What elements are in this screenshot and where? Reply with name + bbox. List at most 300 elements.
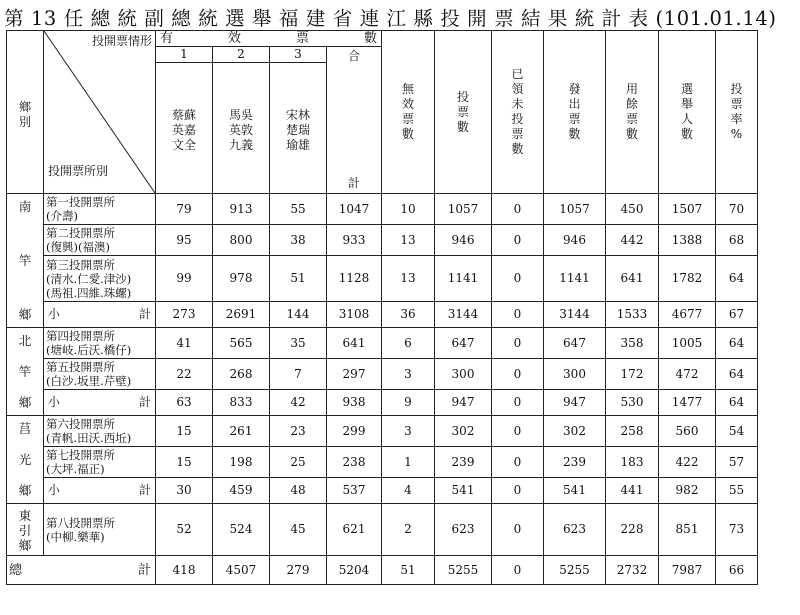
cell-value: 982 bbox=[675, 483, 699, 497]
cell-value: 565 bbox=[229, 335, 253, 350]
station-label bbox=[44, 256, 156, 302]
subtotal-value bbox=[544, 302, 606, 328]
grand-total-value bbox=[270, 556, 327, 585]
township-header bbox=[7, 31, 44, 194]
cell-value: 1507 bbox=[671, 201, 703, 216]
station-value bbox=[327, 194, 382, 225]
subtotal-value bbox=[213, 302, 270, 328]
station-label-line: 第六投開票所 bbox=[46, 417, 115, 431]
valid-votes-header bbox=[156, 31, 382, 47]
cell-value: 0 bbox=[513, 201, 522, 216]
station-value bbox=[435, 194, 492, 225]
cell-value: 45 bbox=[290, 522, 306, 536]
station-value bbox=[382, 447, 435, 478]
station-value bbox=[492, 225, 544, 256]
station-value bbox=[492, 504, 544, 556]
station-label-line: (青帆.田沃.西坵) bbox=[46, 431, 132, 445]
cell-value: 273 bbox=[172, 307, 196, 321]
cell-value: 68 bbox=[728, 232, 745, 247]
station-value bbox=[435, 359, 492, 390]
unreceived-header-text bbox=[492, 61, 543, 163]
subtotal-value bbox=[659, 478, 716, 504]
station-value bbox=[544, 447, 606, 478]
station-value bbox=[716, 504, 758, 556]
grand-total-value bbox=[659, 556, 716, 585]
electorate-header-text-char: 選 bbox=[680, 82, 693, 96]
issued-header-text-char: 票 bbox=[568, 112, 581, 126]
township-header-text-char: 別 bbox=[18, 115, 31, 129]
subtotal-char: 計 bbox=[138, 307, 151, 321]
station-label-line: 第一投開票所 bbox=[46, 195, 115, 209]
township-char: 北 bbox=[18, 333, 32, 348]
cell-value: 183 bbox=[620, 454, 644, 469]
station-value bbox=[435, 504, 492, 556]
invalid-votes-header-text-char: 效 bbox=[401, 97, 414, 111]
votes-cast-header-text bbox=[435, 84, 491, 141]
station-value bbox=[382, 225, 435, 256]
subtotal-row bbox=[7, 302, 758, 328]
cell-value: 35 bbox=[290, 335, 306, 350]
station-label-line: (復興)(福澳) bbox=[46, 240, 110, 254]
station-value bbox=[382, 328, 435, 359]
station-value bbox=[327, 447, 382, 478]
station-value bbox=[544, 194, 606, 225]
grand-total-char: 總 bbox=[9, 562, 23, 578]
cell-value: 1057 bbox=[559, 201, 590, 216]
cell-value: 198 bbox=[229, 454, 253, 469]
station-value bbox=[213, 416, 270, 447]
cell-value: 647 bbox=[563, 335, 586, 350]
total-header-char: 合 bbox=[347, 49, 360, 63]
cell-value: 261 bbox=[229, 423, 253, 438]
cell-value: 52 bbox=[176, 522, 192, 536]
valid-votes-char: 票 bbox=[295, 31, 309, 46]
subtotal-value bbox=[327, 302, 382, 328]
subtotal-char: 計 bbox=[138, 483, 151, 497]
cell-value: 0 bbox=[513, 454, 522, 469]
subtotal-value bbox=[544, 478, 606, 504]
station-label-line: (清水.仁愛.津沙) bbox=[46, 271, 132, 286]
turnout-header-text-char: 投 bbox=[730, 82, 743, 96]
cell-value: 22 bbox=[176, 366, 192, 381]
turnout-header-text-char: % bbox=[730, 127, 743, 141]
candidate-name-line: 楚瑞 bbox=[285, 122, 310, 137]
station-value bbox=[492, 447, 544, 478]
issued-header-text-char: 出 bbox=[568, 97, 581, 111]
township-header-text bbox=[7, 92, 43, 132]
station-value bbox=[382, 194, 435, 225]
cell-value: 239 bbox=[451, 454, 475, 469]
station-value bbox=[156, 328, 213, 359]
grand-total-row bbox=[7, 556, 758, 585]
candidate-name-line: 九義 bbox=[228, 137, 253, 152]
station-label-line: (白沙.坂里.芹壁) bbox=[46, 374, 132, 388]
candidate-name-line: 宋林 bbox=[285, 107, 310, 122]
station-value bbox=[659, 416, 716, 447]
cell-value: 79 bbox=[176, 201, 192, 216]
station-value bbox=[213, 225, 270, 256]
subtotal-value bbox=[435, 478, 492, 504]
unreceived-header bbox=[492, 31, 544, 194]
cell-value: 2732 bbox=[616, 562, 648, 577]
grand-total-value bbox=[156, 556, 213, 585]
station-value bbox=[327, 225, 382, 256]
cell-value: 36 bbox=[400, 307, 416, 321]
cell-value: 0 bbox=[513, 271, 522, 285]
station-value bbox=[382, 359, 435, 390]
subtotal-value bbox=[606, 302, 659, 328]
station-row bbox=[7, 225, 758, 256]
cell-value: 7987 bbox=[671, 562, 703, 577]
cell-value: 524 bbox=[229, 522, 253, 536]
station-label bbox=[44, 504, 156, 556]
station-value bbox=[270, 416, 327, 447]
electorate-header bbox=[659, 31, 716, 194]
station-label-line: 第二投開票所 bbox=[46, 226, 115, 240]
remaining-header-text bbox=[606, 76, 658, 148]
cell-value: 30 bbox=[176, 483, 192, 497]
station-value bbox=[659, 225, 716, 256]
cell-value: 38 bbox=[290, 232, 306, 247]
station-value bbox=[382, 416, 435, 447]
cell-value: 0 bbox=[513, 483, 522, 497]
cell-value: 302 bbox=[563, 423, 586, 438]
station-value bbox=[213, 504, 270, 556]
township-name bbox=[7, 416, 44, 504]
invalid-votes-header-text-char: 無 bbox=[401, 82, 414, 96]
cell-value: 64 bbox=[728, 366, 745, 381]
station-value bbox=[327, 416, 382, 447]
cell-value: 1047 bbox=[338, 201, 370, 216]
subtotal-value bbox=[156, 478, 213, 504]
station-value bbox=[213, 194, 270, 225]
cell-value: 4507 bbox=[225, 562, 257, 577]
subtotal-label bbox=[44, 478, 156, 504]
station-value bbox=[270, 447, 327, 478]
subtotal-value bbox=[382, 390, 435, 416]
cell-value: 6 bbox=[404, 335, 412, 350]
subtotal-value bbox=[659, 302, 716, 328]
township-header-text-char: 鄉 bbox=[18, 100, 31, 114]
remaining-header bbox=[606, 31, 659, 194]
township-char: 引 bbox=[18, 523, 32, 538]
cell-value: 51 bbox=[400, 562, 416, 577]
cell-value: 541 bbox=[451, 483, 475, 497]
subtotal-value bbox=[270, 302, 327, 328]
votes-cast-header-text-char: 票 bbox=[456, 104, 469, 119]
grand-total-value bbox=[492, 556, 544, 585]
candidate-name-line: 馬吳 bbox=[228, 107, 253, 122]
cell-value: 1141 bbox=[447, 271, 479, 285]
cell-value: 5255 bbox=[447, 562, 479, 577]
cell-value: 57 bbox=[728, 454, 745, 469]
subtotal-value bbox=[213, 478, 270, 504]
cell-value: 239 bbox=[563, 454, 586, 469]
cell-value: 4 bbox=[404, 483, 412, 497]
cell-value: 933 bbox=[342, 232, 366, 247]
station-value bbox=[492, 194, 544, 225]
station-value bbox=[270, 225, 327, 256]
station-value bbox=[213, 328, 270, 359]
candidate-name bbox=[213, 63, 270, 194]
cell-value: 442 bbox=[620, 232, 644, 247]
votes-cast-header-text-char: 投 bbox=[456, 89, 469, 104]
cell-value: 647 bbox=[451, 335, 475, 350]
cell-value: 0 bbox=[513, 366, 522, 381]
station-row bbox=[7, 256, 758, 302]
subtotal-value bbox=[606, 478, 659, 504]
station-value bbox=[327, 504, 382, 556]
cell-value: 279 bbox=[286, 562, 310, 577]
turnout-header bbox=[716, 31, 758, 194]
candidate-name-line: 瑜雄 bbox=[285, 137, 310, 152]
station-value bbox=[544, 359, 606, 390]
invalid-votes-header-text-char: 數 bbox=[401, 127, 414, 141]
cell-value: 472 bbox=[675, 366, 699, 381]
page-title: 第 13 任 總 統 副 總 統 選 舉 福 建 省 連 江 縣 投 開 票 結 果 統 計 表 (101.01.14) bbox=[4, 7, 777, 29]
cell-value: 1477 bbox=[671, 395, 703, 409]
station-value bbox=[716, 225, 758, 256]
electorate-header-text-char: 舉 bbox=[680, 97, 693, 111]
total-header-char: 計 bbox=[347, 176, 360, 190]
station-value bbox=[606, 256, 659, 302]
subtotal-value bbox=[544, 390, 606, 416]
station-value bbox=[659, 447, 716, 478]
station-value bbox=[382, 256, 435, 302]
cell-value: 0 bbox=[513, 307, 522, 321]
station-value bbox=[606, 328, 659, 359]
candidate-number bbox=[156, 47, 213, 63]
station-value bbox=[435, 416, 492, 447]
township-char: 莒 bbox=[18, 421, 32, 436]
station-value bbox=[716, 416, 758, 447]
cell-value: 1388 bbox=[671, 232, 703, 247]
township-char: 鄉 bbox=[18, 307, 32, 322]
station-value bbox=[492, 416, 544, 447]
station-value bbox=[716, 256, 758, 302]
cell-value: 73 bbox=[728, 522, 745, 536]
station-label bbox=[44, 328, 156, 359]
cell-value: 621 bbox=[342, 522, 366, 536]
station-value bbox=[716, 359, 758, 390]
cell-value: 95 bbox=[176, 232, 192, 247]
subtotal-char: 計 bbox=[138, 395, 151, 409]
station-value bbox=[659, 328, 716, 359]
cell-value: 70 bbox=[728, 201, 745, 216]
cell-value: 0 bbox=[513, 522, 522, 536]
remaining-header-text-char: 票 bbox=[625, 112, 638, 126]
cell-value: 3 bbox=[404, 423, 412, 438]
cell-value: 67 bbox=[728, 307, 745, 321]
station-row bbox=[7, 504, 758, 556]
cell-value: 15 bbox=[176, 454, 192, 469]
cell-value: 947 bbox=[451, 395, 475, 409]
invalid-votes-header bbox=[382, 31, 435, 194]
station-value bbox=[156, 447, 213, 478]
cell-value: 268 bbox=[229, 366, 253, 381]
votes-cast-header-text-char: 數 bbox=[456, 119, 469, 134]
cell-value: 23 bbox=[290, 423, 306, 438]
cell-value: 0 bbox=[513, 562, 522, 577]
cell-value: 0 bbox=[513, 395, 522, 409]
township-char: 竿 bbox=[18, 364, 32, 379]
station-value bbox=[606, 447, 659, 478]
cell-value: 3 bbox=[404, 366, 412, 381]
cell-value: 238 bbox=[342, 454, 366, 469]
station-value bbox=[156, 416, 213, 447]
township-char: 鄉 bbox=[18, 483, 32, 498]
cell-value: 9 bbox=[404, 395, 412, 409]
cell-value: 55 bbox=[728, 483, 745, 497]
corner-top-label: 投開票情形 bbox=[91, 34, 152, 48]
corner-bottom-label: 投開票所別 bbox=[48, 164, 109, 178]
grand-total-value bbox=[544, 556, 606, 585]
cell-value: 537 bbox=[342, 483, 366, 497]
subtotal-value bbox=[492, 302, 544, 328]
cell-value: 641 bbox=[342, 335, 366, 350]
cell-value: 64 bbox=[728, 335, 745, 350]
cell-value: 7 bbox=[294, 366, 302, 381]
subtotal-value bbox=[156, 390, 213, 416]
cell-value: 3108 bbox=[338, 307, 370, 321]
remaining-header-text-char: 用 bbox=[625, 82, 638, 96]
cell-value: 623 bbox=[563, 522, 586, 536]
candidate-number-text: 2 bbox=[237, 47, 245, 62]
cell-value: 441 bbox=[620, 483, 644, 497]
cell-value: 66 bbox=[728, 562, 745, 577]
issued-header bbox=[544, 31, 606, 194]
station-value bbox=[213, 447, 270, 478]
subtotal-value bbox=[382, 302, 435, 328]
subtotal-value bbox=[270, 478, 327, 504]
station-value bbox=[544, 225, 606, 256]
station-value bbox=[156, 225, 213, 256]
station-label-line: (塘岐.后沃.橋仔) bbox=[46, 343, 132, 357]
station-label-line: 第七投開票所 bbox=[46, 448, 115, 462]
cell-value: 2691 bbox=[225, 307, 257, 321]
station-value bbox=[606, 194, 659, 225]
station-value bbox=[327, 256, 382, 302]
cell-value: 64 bbox=[728, 271, 745, 285]
station-value bbox=[213, 256, 270, 302]
station-row bbox=[7, 416, 758, 447]
cell-value: 299 bbox=[342, 423, 366, 438]
station-row bbox=[7, 328, 758, 359]
cell-value: 64 bbox=[728, 395, 745, 409]
station-label-line: (大坪.福正) bbox=[46, 462, 105, 476]
subtotal-value bbox=[659, 390, 716, 416]
subtotal-value bbox=[716, 478, 758, 504]
cell-value: 1782 bbox=[671, 271, 703, 285]
station-value bbox=[270, 194, 327, 225]
candidate-number-text: 3 bbox=[294, 47, 302, 62]
cell-value: 2 bbox=[404, 522, 412, 536]
cell-value: 422 bbox=[675, 454, 699, 469]
cell-value: 913 bbox=[229, 201, 253, 216]
township-name bbox=[7, 328, 44, 416]
cell-value: 99 bbox=[176, 271, 192, 285]
subtotal-char: 小 bbox=[48, 395, 61, 409]
subtotal-char: 小 bbox=[48, 483, 61, 497]
subtotal-value bbox=[327, 390, 382, 416]
subtotal-row bbox=[7, 390, 758, 416]
issued-header-text bbox=[544, 76, 605, 148]
subtotal-char: 小 bbox=[48, 307, 61, 321]
station-label-line: (馬祖.四維.珠螺) bbox=[46, 285, 132, 300]
cell-value: 800 bbox=[229, 232, 253, 247]
total-header bbox=[327, 47, 382, 194]
grand-total-value bbox=[606, 556, 659, 585]
cell-value: 48 bbox=[290, 483, 306, 497]
subtotal-value bbox=[327, 478, 382, 504]
valid-votes-char: 有 bbox=[160, 31, 174, 46]
cell-value: 641 bbox=[620, 271, 644, 285]
station-value bbox=[435, 225, 492, 256]
station-value bbox=[606, 416, 659, 447]
station-value bbox=[382, 504, 435, 556]
station-value bbox=[156, 256, 213, 302]
station-value bbox=[156, 504, 213, 556]
station-value bbox=[716, 194, 758, 225]
subtotal-value bbox=[492, 478, 544, 504]
cell-value: 946 bbox=[563, 232, 586, 247]
cell-value: 851 bbox=[675, 522, 699, 536]
cell-value: 418 bbox=[172, 562, 196, 577]
cell-value: 358 bbox=[620, 335, 644, 350]
cell-value: 530 bbox=[620, 395, 644, 409]
station-value bbox=[659, 194, 716, 225]
subtotal-label bbox=[44, 302, 156, 328]
station-value bbox=[716, 328, 758, 359]
cell-value: 42 bbox=[290, 395, 306, 409]
unreceived-header-text-char: 票 bbox=[511, 127, 524, 141]
cell-value: 0 bbox=[513, 335, 522, 350]
issued-header-text-char: 發 bbox=[568, 82, 581, 96]
township-char: 竿 bbox=[18, 253, 32, 268]
cell-value: 1057 bbox=[447, 201, 479, 216]
turnout-header-text-char: 票 bbox=[730, 97, 743, 111]
township-name bbox=[7, 504, 44, 556]
station-value bbox=[606, 225, 659, 256]
cell-value: 297 bbox=[342, 366, 366, 381]
station-value bbox=[270, 256, 327, 302]
subtotal-value bbox=[716, 302, 758, 328]
remaining-header-text-char: 餘 bbox=[625, 97, 638, 111]
subtotal-value bbox=[213, 390, 270, 416]
station-label bbox=[44, 225, 156, 256]
township-char: 東 bbox=[18, 508, 32, 523]
grand-total-value bbox=[382, 556, 435, 585]
grand-total-value bbox=[327, 556, 382, 585]
cell-value: 5255 bbox=[559, 562, 590, 577]
cell-value: 946 bbox=[451, 232, 475, 247]
cell-value: 1128 bbox=[338, 271, 370, 285]
station-value bbox=[544, 416, 606, 447]
unreceived-header-text-char: 已 bbox=[511, 67, 524, 81]
cell-value: 5204 bbox=[338, 562, 370, 577]
electorate-header-text-char: 人 bbox=[680, 112, 693, 126]
cell-value: 258 bbox=[620, 423, 644, 438]
cell-value: 3144 bbox=[559, 307, 590, 321]
cell-value: 144 bbox=[286, 307, 310, 321]
cell-value: 450 bbox=[620, 201, 644, 216]
electorate-header-text bbox=[659, 76, 715, 148]
station-row bbox=[7, 447, 758, 478]
cell-value: 55 bbox=[290, 201, 306, 216]
station-label-line: 第四投開票所 bbox=[46, 329, 115, 343]
station-value bbox=[435, 447, 492, 478]
subtotal-value bbox=[156, 302, 213, 328]
